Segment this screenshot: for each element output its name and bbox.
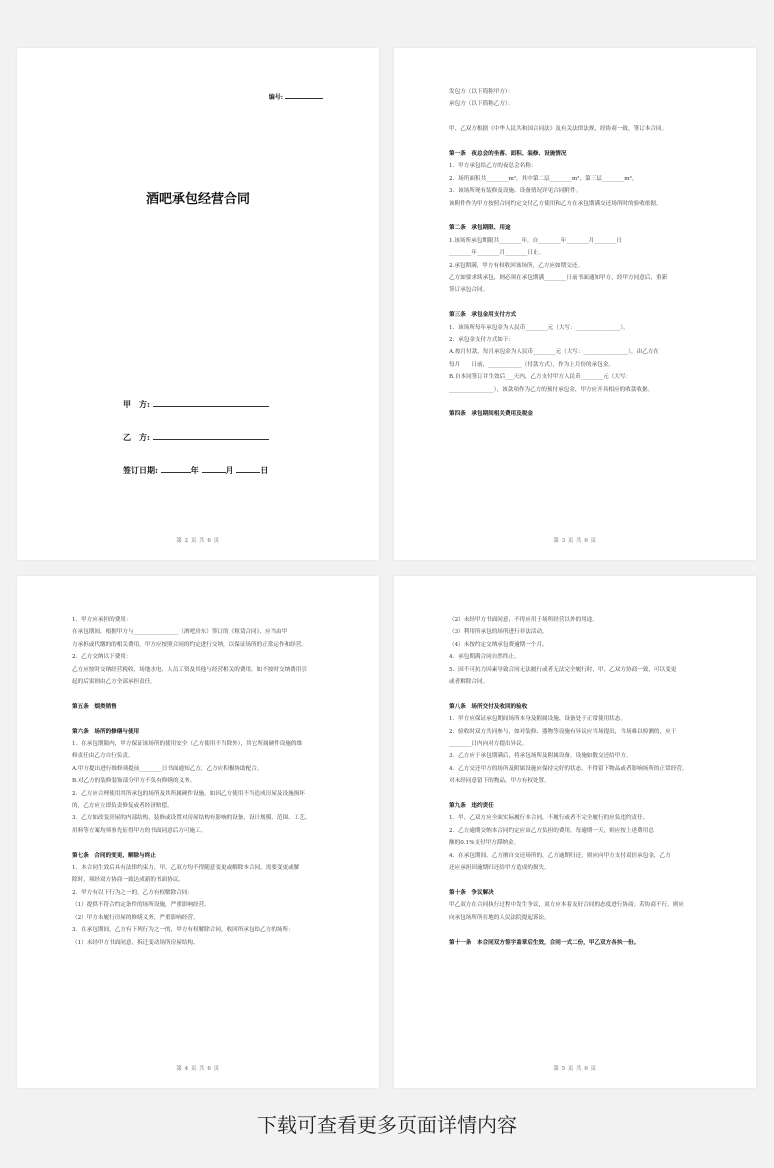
section-heading: 第六条 场所的修缮与使用: [72, 728, 140, 735]
body-line: 3．在承包期间，乙方有下列行为之一的，甲方有权解除合同，收回所承包给乙方的场所：: [72, 927, 294, 934]
section-heading: 第九条 违约责任: [449, 803, 494, 810]
line-gap: [72, 837, 339, 849]
page-footer: 第 4 页 共 6 页: [176, 1066, 220, 1072]
page-body: [449, 86, 716, 421]
body-line: B.对乙方的装修装饰部分甲方不负有修缮的义务。: [72, 778, 196, 785]
body-line: 承包方（以下简称乙方）：: [449, 101, 514, 108]
body-line: 2．承包金支付方式如下：: [449, 337, 515, 344]
body-line: 4．在承包期间，乙方擅自交还场所的，乙方逾期归还，则应向甲方支付双倍承包金，乙方: [449, 852, 671, 859]
month-label: 月: [225, 465, 234, 475]
body-line: 1．甲方应承担的费用：: [72, 617, 132, 623]
contract-number-label: 编号:: [268, 94, 283, 101]
day-label: 日: [260, 465, 269, 475]
body-line: 1．甲、乙双方应全面实际履行本合同，不履行或者不完全履行的应负违约责任。: [449, 815, 649, 822]
body-line: 1.该场所承包期限共________年，自________年________月________日: [449, 237, 623, 244]
body-line: ________年________月________日止。: [449, 250, 545, 257]
line-gap: [449, 788, 716, 800]
year-blank: [161, 464, 191, 473]
body-line: 2．乙方交纳以下费用：: [72, 654, 132, 661]
year-label: 年: [190, 465, 199, 475]
body-line: 1．甲方承包给乙方的夜总会名称：: [449, 163, 537, 170]
body-line: 除时，须经双方协商一致达成新的书面协议。: [72, 877, 184, 884]
party-b-field: [123, 431, 269, 443]
section-heading: 第八条 场所交付及收回的验收: [449, 703, 528, 710]
body-line: 每月 日前，____________（付款方式），作为上月份的承包金。: [449, 361, 615, 368]
party-b-blank: [153, 431, 269, 440]
section-heading: 第五条 烟类销售: [72, 703, 117, 710]
body-line: 2．甲方有以下行为之一的，乙方有权解除合同：: [72, 889, 194, 896]
page-body: [72, 614, 339, 949]
line-gap: [449, 924, 716, 936]
line-gap: [449, 396, 716, 408]
body-line: 甲、乙双方根据《中华人民共和国合同法》及有关法律法规，经协商一致，签订本合同。: [449, 126, 668, 133]
body-line: 2．验收时双方共同参与，如对装修、器物等设施有异议应当场提出，当场难以检测的，应于: [449, 728, 677, 735]
body-line: 甲乙双方在合同执行过程中发生争议，双方应本着友好合同的态度进行协商；若协商不行，则应: [449, 902, 684, 909]
contract-title: 酒吧承包经营合同: [145, 192, 250, 207]
line-gap: [449, 297, 716, 309]
line-gap: [72, 713, 339, 725]
section-heading: 第一条 夜总会的坐落、面积、装修、设施情况: [449, 151, 567, 157]
body-line: （4）未按约定交纳承包费逾期一个月。: [449, 641, 548, 648]
body-line: （2）甲方未履行房屋的修缮义务，严重影响经营。: [72, 914, 199, 921]
party-a-blank: [153, 398, 269, 407]
body-line: ________________），该款项作为乙方的预付承包金，甲方应开具相应的收款收据。: [449, 386, 654, 393]
body-line: 该附件作为甲方按照合同约定交付乙方使用和乙方在承包期满交还场所时的验收依据。: [449, 200, 662, 207]
body-line: 对未经同意留下的物品，甲方有权处置。: [449, 778, 550, 785]
body-line: 2.承包期满，甲方有权收回该场所，乙方应如期交还。: [449, 262, 583, 269]
body-line: （1）提供不符合约定条件的场所设施，严重影响经营。: [72, 902, 210, 909]
body-line: 乙方如要求续承包，则必须在承包期满________日前书面通知甲方，经甲方同意后，重新: [449, 275, 668, 282]
body-line: 4．乙方交还甲方的场所及附属设施应保持完好的状态，不得留下物品或者影响场所的正常经营。: [449, 765, 688, 772]
body-line: 还应承担因逾期归还给甲方造成的损失。: [449, 865, 550, 872]
section-heading: 第七条 合同的变更、解除与终止: [72, 852, 156, 859]
body-line: A.按月付款，每月承包金为人民币________元（大写：________________），由乙方在: [449, 349, 659, 356]
body-line: （3）利用所承包的场所进行非法活动。: [449, 629, 548, 636]
body-line: 4．承包期满合同自然终止。: [449, 654, 520, 661]
line-gap: [449, 875, 716, 887]
download-caption: 下载可查看更多页面详情内容: [257, 1113, 517, 1137]
body-line: ________日内向对方提出异议。: [449, 741, 528, 748]
line-gap: [72, 688, 339, 700]
body-line: 在承包期间，根据甲方与________________（酒吧房东）签订的《租赁合同》，应当由甲: [72, 629, 288, 636]
body-line: 5．因不可抗力因素导致合同无法履行或者无法完全履行时，甲、乙双方协商一致，可以变更: [449, 666, 677, 673]
contract-number-blank: [285, 98, 323, 99]
month-blank: [202, 464, 226, 473]
body-line: 1．本合同生效后具有法律约束力，甲、乙双方均不得随意变更或解除本合同，需要变更或解: [72, 865, 300, 872]
party-b-label: 乙 方:: [123, 432, 150, 442]
body-line: 2．乙方逾期交纳本合同约定应由乙方负担的费用，每逾期一天，则应按上述费用总: [449, 827, 654, 834]
contract-number: [269, 92, 323, 101]
body-line: 3．该场所现有装修及设施、设备情况详见合同附件。: [449, 188, 582, 195]
body-line: A.甲方提出进行维修须提前________日书面通知乙方，乙方应积极协助配合。: [72, 765, 263, 772]
day-blank: [236, 464, 260, 473]
section-heading: 第十条 争议解决: [449, 889, 494, 896]
body-line: 3．乙方如改变房屋的内部结构，装修或设置对房屋结构有影响的设备，设计规模、范围、工艺、: [72, 815, 311, 822]
sign-date-field: [123, 464, 268, 476]
page-footer: 第 2 页 共 6 页: [176, 538, 220, 544]
contract-cover-page: [17, 48, 379, 560]
body-line: 1．该场所每年承包金为人民币________元（大写：________________）。: [449, 324, 629, 331]
body-line: 2．乙方应合理使用其所承包的场所及其所属硬件设施。如因乙方使用不当造成房屋及设施损坏: [72, 790, 305, 797]
body-line: 起的后果则由乙方全部承担责任。: [72, 679, 156, 686]
body-line: 用料等方案均须事先征得甲方的书面同意后方可施工。: [72, 827, 207, 834]
body-line: （1）未经甲方书面同意，拆迁变动场所房屋结构。: [72, 939, 199, 946]
contract-page-3: [394, 48, 756, 560]
contract-page-4: [17, 576, 379, 1088]
body-line: 额的0.1%支付甲方滞纳金。: [449, 840, 520, 847]
page-body: [449, 614, 716, 949]
party-a-field: [123, 398, 269, 410]
sign-date-label: 签订日期:: [123, 465, 158, 475]
body-line: 3．乙方应于承包期满后，将承包场所及附属设备，设施如数交还给甲方。: [449, 753, 632, 760]
line-gap: [449, 136, 716, 148]
body-line: （2）未经甲方书面同意，不得应用于场所经营以外的用途。: [449, 617, 598, 623]
body-line: 2．场所面积共________m²，其中第二层________m²，第三层________m²。: [449, 175, 638, 182]
body-line: 乙方应按时交纳经营税收、场地水电、人员工资及其他与经营相关的费用，如不按时交纳费用引: [72, 666, 307, 673]
section-heading: 第十一条 本合同双方签字盖章后生效，合同一式二份，甲乙双方各执一份。: [449, 939, 640, 946]
line-gap: [449, 688, 716, 700]
line-gap: [449, 210, 716, 222]
page-footer: 第 5 页 共 6 页: [553, 1066, 597, 1072]
body-line: 修责任由乙方自行负责。: [72, 753, 134, 760]
body-line: 或者解除合同。: [449, 679, 489, 686]
body-line: 方承担或代缴的的相关费用，甲方应按照合同的约定进行交纳，以保证场所的正常运作和经营。: [72, 641, 307, 648]
body-line: 发包方（以下简称甲方）：: [449, 89, 514, 95]
line-gap: [449, 111, 716, 123]
section-heading: 第四条 承包期间相关费用及税金: [449, 411, 533, 418]
party-a-label: 甲 方:: [123, 399, 150, 409]
body-line: 1．甲方应保证承包期间场所本身及附属设施、设备处于正常使用状态。: [449, 716, 626, 723]
contract-page-5: [394, 576, 756, 1088]
section-heading: 第三条 承包金用支付方式: [449, 312, 517, 319]
body-line: 的，乙方应立即负责修复或者经济赔偿。: [72, 803, 173, 810]
body-line: 签订承包合同。: [449, 287, 489, 294]
body-line: B.自本同签订并生效后___天内，乙方支付甲方人民币________元（大写：: [449, 374, 632, 381]
page-footer: 第 3 页 共 6 页: [553, 538, 597, 544]
body-line: 1．在承包期限内，甲方保证该场所的使用安全（乙方使用不当除外），其它所属硬件设施的维: [72, 741, 303, 748]
body-line: 向承包场所所在地的人民法院提起诉讼。: [449, 914, 550, 921]
section-heading: 第二条 承包期限、用途: [449, 225, 511, 232]
